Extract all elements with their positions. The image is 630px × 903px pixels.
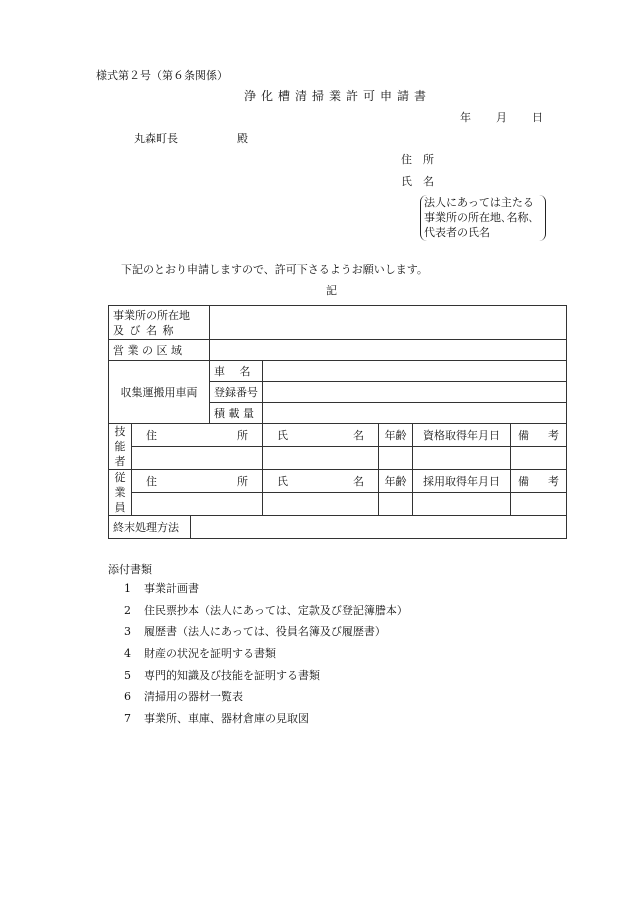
col-address-1: 住 <box>146 429 157 442</box>
attachment-item <box>124 643 408 665</box>
capacity-label: 積 載 量 <box>210 403 263 424</box>
staff-label-char: 員 <box>114 501 126 514</box>
application-table <box>108 305 567 539</box>
attachment-text: 事業計画書 <box>144 582 199 595</box>
staff-remarks-input[interactable] <box>511 493 567 516</box>
office-label-sub: 及 び 名 称 <box>113 323 175 337</box>
staff-col-age-header: 年齢 <box>379 470 413 493</box>
attachment-text: 清掃用の器材一覧表 <box>144 690 243 704</box>
technician-address-input[interactable] <box>132 447 263 470</box>
staff-col-remarks-header <box>511 470 567 493</box>
date-day: 日 <box>532 111 543 124</box>
office-input[interactable] <box>210 306 567 340</box>
col-remarks-2: 考 <box>548 429 559 442</box>
attachment-text: 財産の状況を証明する書類 <box>144 647 276 661</box>
page-title: 浄化槽清掃業許可申請書 <box>244 89 432 103</box>
col-address-2: 所 <box>237 429 248 442</box>
attachments-heading: 添付書類 <box>108 563 152 576</box>
col-remarks-header <box>511 424 567 447</box>
office-label: 事業所の所在地 <box>113 308 190 322</box>
col-remarks-1: 備 <box>518 429 529 442</box>
attachment-num: 3 <box>124 625 131 639</box>
attachment-num: 5 <box>124 668 131 682</box>
attachment-item <box>124 621 408 643</box>
col-name-2: 名 <box>353 475 364 488</box>
capacity-input[interactable] <box>263 403 567 424</box>
car-name-label: 車 名 <box>210 361 263 382</box>
col-name-1: 氏 <box>277 475 288 488</box>
technician-name-input[interactable] <box>263 447 379 470</box>
ki-heading: 記 <box>326 284 337 297</box>
col-age-header: 年齢 <box>379 424 413 447</box>
car-name-input[interactable] <box>263 361 567 382</box>
technician-age-input[interactable] <box>379 447 413 470</box>
attachment-num: 2 <box>124 603 131 617</box>
col-name-2: 名 <box>353 429 364 442</box>
staff-name-input[interactable] <box>263 493 379 516</box>
area-label: 営 業 の 区 域 <box>109 340 210 361</box>
honorific: 殿 <box>237 132 248 145</box>
technician-label <box>109 424 132 470</box>
addressee: 丸森町長 <box>134 132 178 145</box>
attachments-list <box>124 578 408 730</box>
attachment-item <box>124 665 408 687</box>
reg-number-input[interactable] <box>263 382 567 403</box>
col-address-header <box>132 424 263 447</box>
technician-qual-date-input[interactable] <box>413 447 511 470</box>
staff-hire-date-input[interactable] <box>413 493 511 516</box>
staff-address-input[interactable] <box>132 493 263 516</box>
staff-age-input[interactable] <box>379 493 413 516</box>
corporate-note <box>424 195 534 240</box>
applicant-name-label: 氏 名 <box>401 175 434 188</box>
technician-label-char: 技 <box>114 425 126 438</box>
area-input[interactable] <box>210 340 567 361</box>
date-month: 月 <box>496 111 507 124</box>
technician-label-char: 者 <box>114 455 126 468</box>
attachment-text: 事業所、車庫、器材倉庫の見取図 <box>144 712 309 726</box>
staff-label <box>109 470 132 516</box>
col-name-header <box>263 424 379 447</box>
attachment-text: 専門的知識及び技能を証明する書類 <box>144 668 320 682</box>
col-qual-date-header: 資格取得年月日 <box>413 424 511 447</box>
attachment-text: 住民票抄本（法人にあっては、定款及び登記簿謄本） <box>144 603 408 617</box>
attachment-num: 6 <box>124 690 131 704</box>
attachment-text: 履歴書（法人にあっては、役員名簿及び履歴書） <box>144 625 386 639</box>
col-remarks-2: 考 <box>548 475 559 488</box>
request-text: 下記のとおり申請しますので、許可下さるようお願いします。 <box>121 263 428 276</box>
vehicle-label: 収集運搬用車両 <box>109 361 210 424</box>
staff-label-char: 業 <box>114 486 126 499</box>
corporate-note-line: 事業所の所在地､名称､ <box>424 211 534 224</box>
corporate-note-line: 法人にあっては主たる <box>424 196 534 209</box>
attachment-num: 7 <box>124 712 131 726</box>
staff-label-char: 従 <box>114 471 126 484</box>
corporate-note-line: 代表者の氏名 <box>424 226 490 239</box>
attachment-item <box>124 686 408 708</box>
staff-col-address-header <box>132 470 263 493</box>
technician-remarks-input[interactable] <box>511 447 567 470</box>
office-label-cell <box>109 306 210 340</box>
staff-col-name-header <box>263 470 379 493</box>
disposal-input[interactable] <box>191 516 567 539</box>
attachment-num: 4 <box>124 647 131 661</box>
attachment-item <box>124 708 408 730</box>
col-address-2: 所 <box>237 475 248 488</box>
col-name-1: 氏 <box>277 429 288 442</box>
attachment-item <box>124 600 408 622</box>
col-remarks-1: 備 <box>518 475 529 488</box>
col-address-1: 住 <box>146 475 157 488</box>
attachment-item <box>124 578 408 600</box>
disposal-label: 終末処理方法 <box>109 516 191 539</box>
technician-label-char: 能 <box>114 440 126 453</box>
col-hire-date-header: 採用取得年月日 <box>413 470 511 493</box>
applicant-address-label: 住 所 <box>401 153 434 166</box>
date-year: 年 <box>460 111 471 124</box>
reg-number-label: 登録番号 <box>210 382 263 403</box>
attachment-num: 1 <box>124 582 131 595</box>
form-number: 様式第２号（第６条関係） <box>96 69 228 82</box>
